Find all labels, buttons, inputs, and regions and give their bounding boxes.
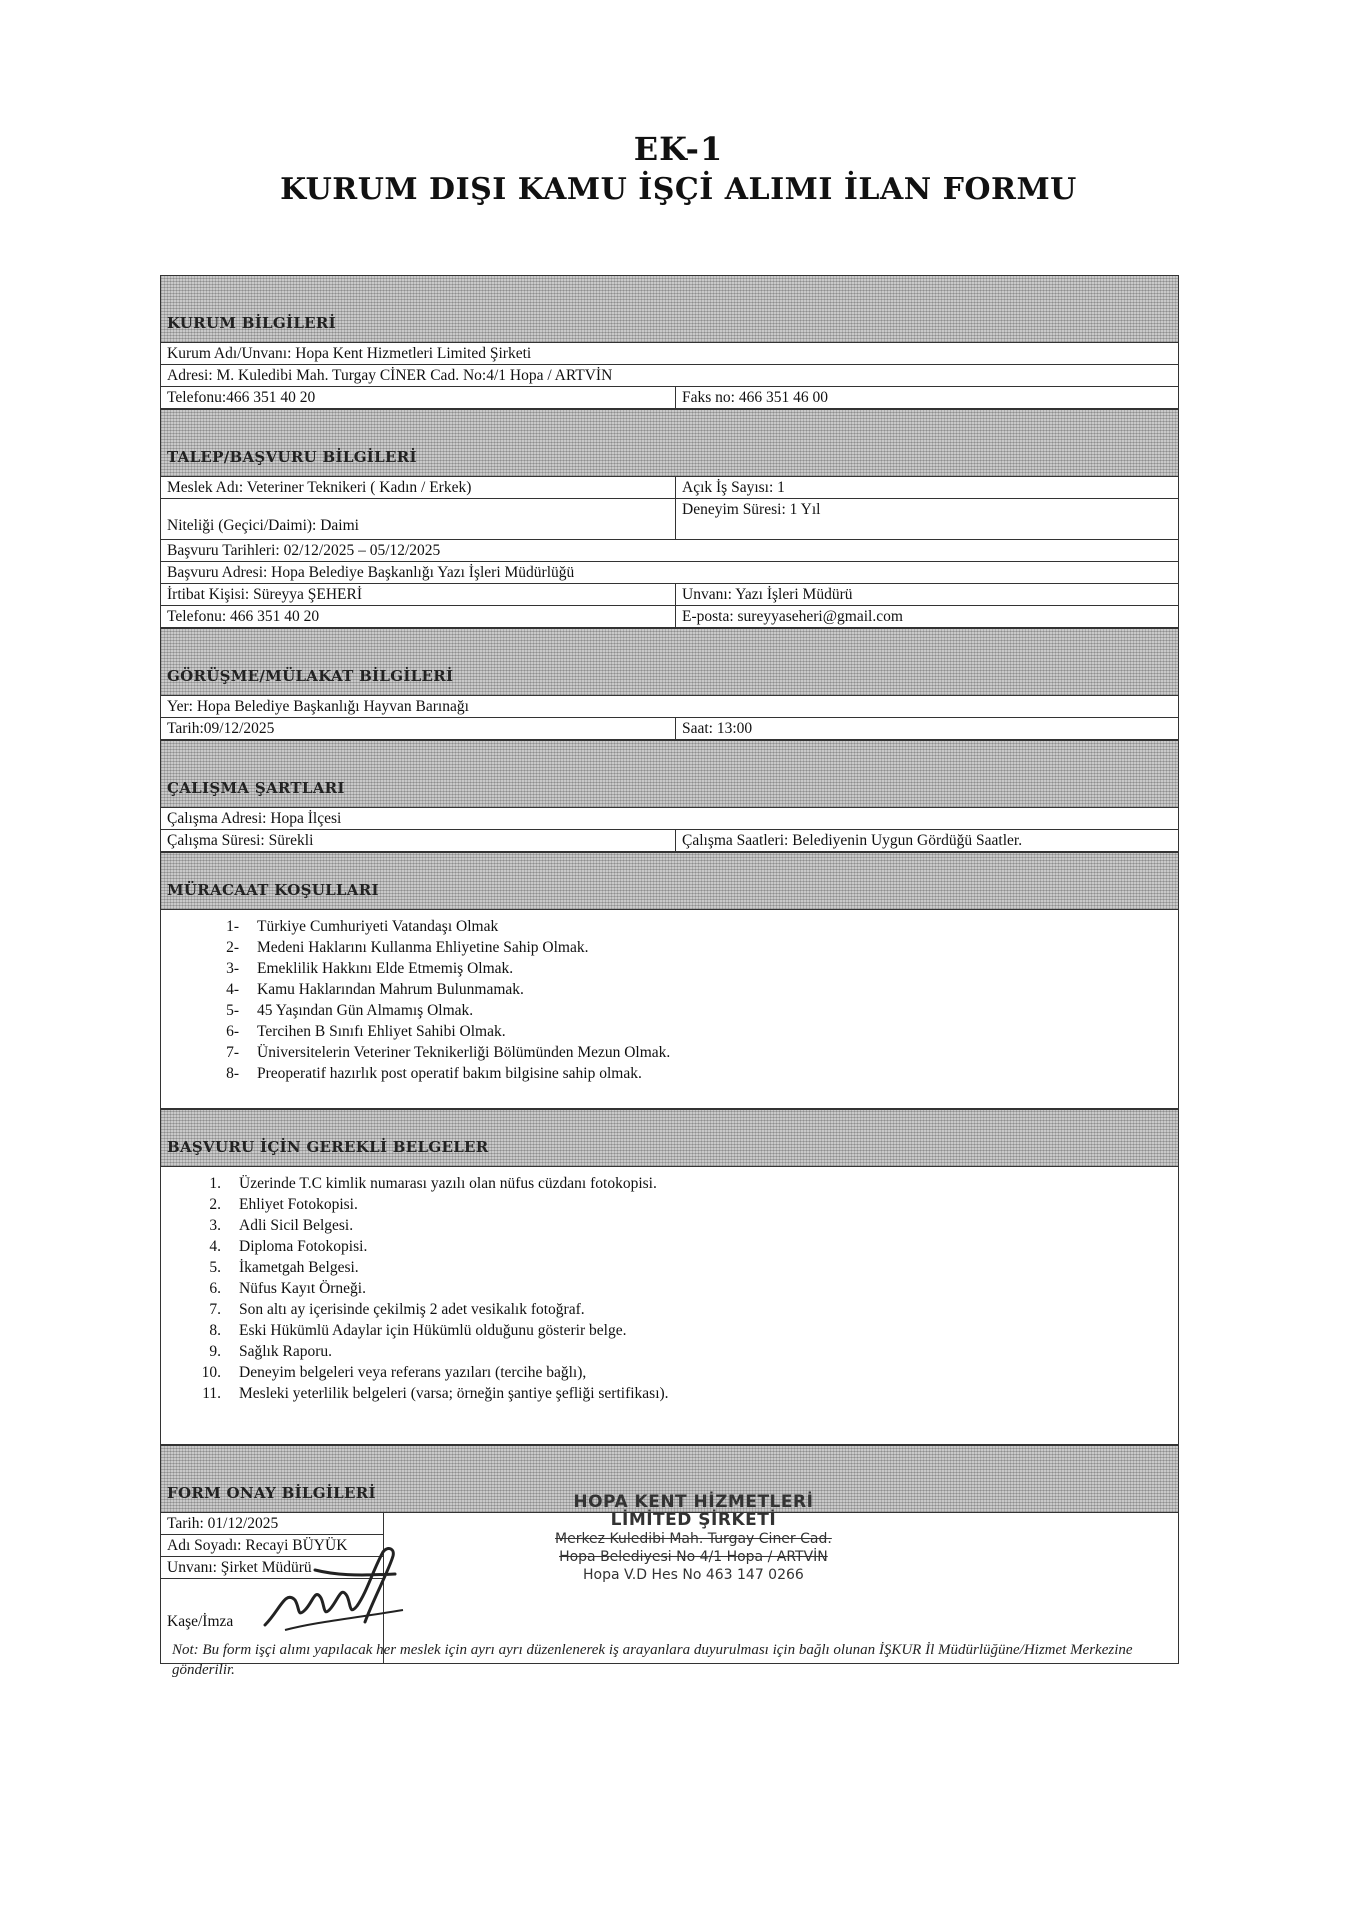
section-kurum: KURUM BİLGİLERİ bbox=[161, 275, 1178, 343]
open-positions: Açık İş Sayısı: 1 bbox=[682, 479, 785, 496]
list-item: 6. Nüfus Kayıt Örneği. bbox=[209, 1280, 366, 1297]
kurum-phone: Telefonu:466 351 40 20 bbox=[161, 387, 676, 408]
approver-name: Adı Soyadı: Recayi BÜYÜK bbox=[161, 1535, 384, 1557]
interview-date: Tarih:09/12/2025 bbox=[161, 718, 676, 739]
list-item: 8. Eski Hükümlü Adaylar için Hükümlü olduğunu gösterir belge. bbox=[209, 1322, 627, 1339]
contact-title: Unvanı: Yazı İşleri Müdürü bbox=[682, 586, 853, 603]
list-item: 9. Sağlık Raporu. bbox=[209, 1343, 332, 1360]
row-kurum-ad bbox=[161, 343, 1178, 365]
signature-mark bbox=[255, 1530, 405, 1640]
announcement-form bbox=[160, 275, 1179, 1664]
list-item: 7- Üniversitelerin Veteriner Teknikerliği Bölümünden Mezun Olmak. bbox=[226, 1044, 671, 1061]
application-dates: Başvuru Tarihleri: 02/12/2025 – 05/12/2025 bbox=[167, 542, 441, 559]
row-meslek bbox=[161, 477, 1178, 499]
contact-phone: Telefonu: 466 351 40 20 bbox=[161, 606, 676, 627]
list-item: 6- Tercihen B Sınıfı Ehliyet Sahibi Olmak. bbox=[226, 1023, 506, 1040]
approval-date: Tarih: 01/12/2025 bbox=[161, 1513, 384, 1535]
list-item: 4. Diploma Fotokopisi. bbox=[209, 1238, 368, 1255]
work-hours: Çalışma Saatleri: Belediyenin Uygun Gördüğü Saatler. bbox=[682, 832, 1023, 849]
row-nitelik bbox=[161, 499, 1178, 540]
list-item: 3. Adli Sicil Belgesi. bbox=[209, 1217, 354, 1234]
contact-email: E-posta: sureyyaseheri@gmail.com bbox=[682, 608, 903, 625]
stamp-signature-label: Kaşe/İmza bbox=[161, 1579, 384, 1663]
list-item: 1- Türkiye Cumhuriyeti Vatandaşı Olmak bbox=[226, 918, 499, 935]
contact-person: İrtibat Kişisi: Süreyya ŞEHERİ bbox=[161, 584, 676, 605]
approver-title: Unvanı: Şirket Müdürü bbox=[161, 1557, 384, 1579]
row-tarihler bbox=[161, 540, 1178, 562]
kurum-fax: Faks no: 466 351 46 00 bbox=[682, 389, 828, 406]
kurum-name: Kurum Adı/Unvanı: Hopa Kent Hizmetleri Limited Şirketi bbox=[167, 345, 532, 362]
work-address: Çalışma Adresi: Hopa İlçesi bbox=[167, 810, 342, 827]
employment-type: Niteliği (Geçici/Daimi): Daimi bbox=[161, 499, 676, 539]
list-item: 11. Mesleki yeterlilik belgeleri (varsa; örneğin şantiye şefliği sertifikası). bbox=[202, 1385, 669, 1402]
list-item: 5- 45 Yaşından Gün Almamış Olmak. bbox=[226, 1002, 474, 1019]
experience: Deneyim Süresi: 1 Yıl bbox=[682, 501, 821, 518]
list-item: 10. Deneyim belgeleri veya referans yazıları (tercihe bağlı), bbox=[201, 1364, 587, 1381]
row-basvuru-adres bbox=[161, 562, 1178, 584]
row-irtibat bbox=[161, 584, 1178, 606]
occupation: Meslek Adı: Veteriner Teknikeri ( Kadın / Erkek) bbox=[161, 477, 676, 498]
list-item: 5. İkametgah Belgesi. bbox=[209, 1259, 359, 1276]
requirements-list bbox=[161, 910, 1178, 1109]
list-item: 1. Üzerinde T.C kimlik numarası yazılı olan nüfus cüzdanı fotokopisi. bbox=[209, 1175, 657, 1192]
kurum-address: Adresi: M. Kuledibi Mah. Turgay CİNER Cad. No:4/1 Hopa / ARTVİN bbox=[167, 367, 613, 384]
row-yer bbox=[161, 696, 1178, 718]
section-onay: FORM ONAY BİLGİLERİ bbox=[161, 1445, 1178, 1513]
row-calisma-adres bbox=[161, 808, 1178, 830]
list-item: 2- Medeni Haklarını Kullanma Ehliyetine Sahip Olmak. bbox=[226, 939, 589, 956]
section-gorusme: GÖRÜŞME/MÜLAKAT BİLGİLERİ bbox=[161, 628, 1178, 696]
row-iletisim bbox=[161, 606, 1178, 628]
list-item: 8- Preoperatif hazırlık post operatif bakım bilgisine sahip olmak. bbox=[226, 1065, 642, 1082]
section-belgeler: BAŞVURU İÇİN GEREKLİ BELGELER bbox=[161, 1109, 1178, 1167]
list-item: 4- Kamu Haklarından Mahrum Bulunmamak. bbox=[226, 981, 524, 998]
row-kurum-adres bbox=[161, 365, 1178, 387]
list-item: 2. Ehliyet Fotokopisi. bbox=[209, 1196, 358, 1213]
interview-time: Saat: 13:00 bbox=[682, 720, 753, 737]
row-calisma-sure bbox=[161, 830, 1178, 852]
row-kurum-tel bbox=[161, 387, 1178, 409]
section-talep: TALEP/BAŞVURU BİLGİLERİ bbox=[161, 409, 1178, 477]
company-stamp: HOPA KENT HİZMETLERİ LİMİTED ŞİRKETİ Merkez Kuledibi Mah. Turgay Ciner Cad. Hopa Belediyesi No 4/1 Hopa / ARTVİN Hopa V.D Hes No 463 147 0266 bbox=[555, 1492, 832, 1583]
form-title: KURUM DIŞI KAMU İŞÇİ ALIMI İLAN FORMU bbox=[280, 172, 1077, 207]
list-item: 3- Emeklilik Hakkını Elde Etmemiş Olmak. bbox=[226, 960, 514, 977]
application-address: Başvuru Adresi: Hopa Belediye Başkanlığı Yazı İşleri Müdürlüğü bbox=[167, 564, 575, 581]
list-item: 7. Son altı ay içerisinde çekilmiş 2 adet vesikalık fotoğraf. bbox=[209, 1301, 585, 1318]
footer-note: Not: Bu form işçi alımı yapılacak her meslek için ayrı ayrı düzenlenerek iş arayanlara duyurulması için bağlı olunan İŞKUR İl Müdürlüğüne/Hizmet Merkezine gönderilir. bbox=[172, 1642, 1133, 1678]
form-code: EK-1 bbox=[633, 130, 724, 168]
work-duration: Çalışma Süresi: Sürekli bbox=[161, 830, 676, 851]
interview-place: Yer: Hopa Belediye Başkanlığı Hayvan Barınağı bbox=[167, 698, 469, 715]
row-gorusme-tarih bbox=[161, 718, 1178, 740]
section-calisma: ÇALIŞMA ŞARTLARI bbox=[161, 740, 1178, 808]
section-muracaat: MÜRACAAT KOŞULLARI bbox=[161, 852, 1178, 910]
documents-list bbox=[161, 1167, 1178, 1445]
